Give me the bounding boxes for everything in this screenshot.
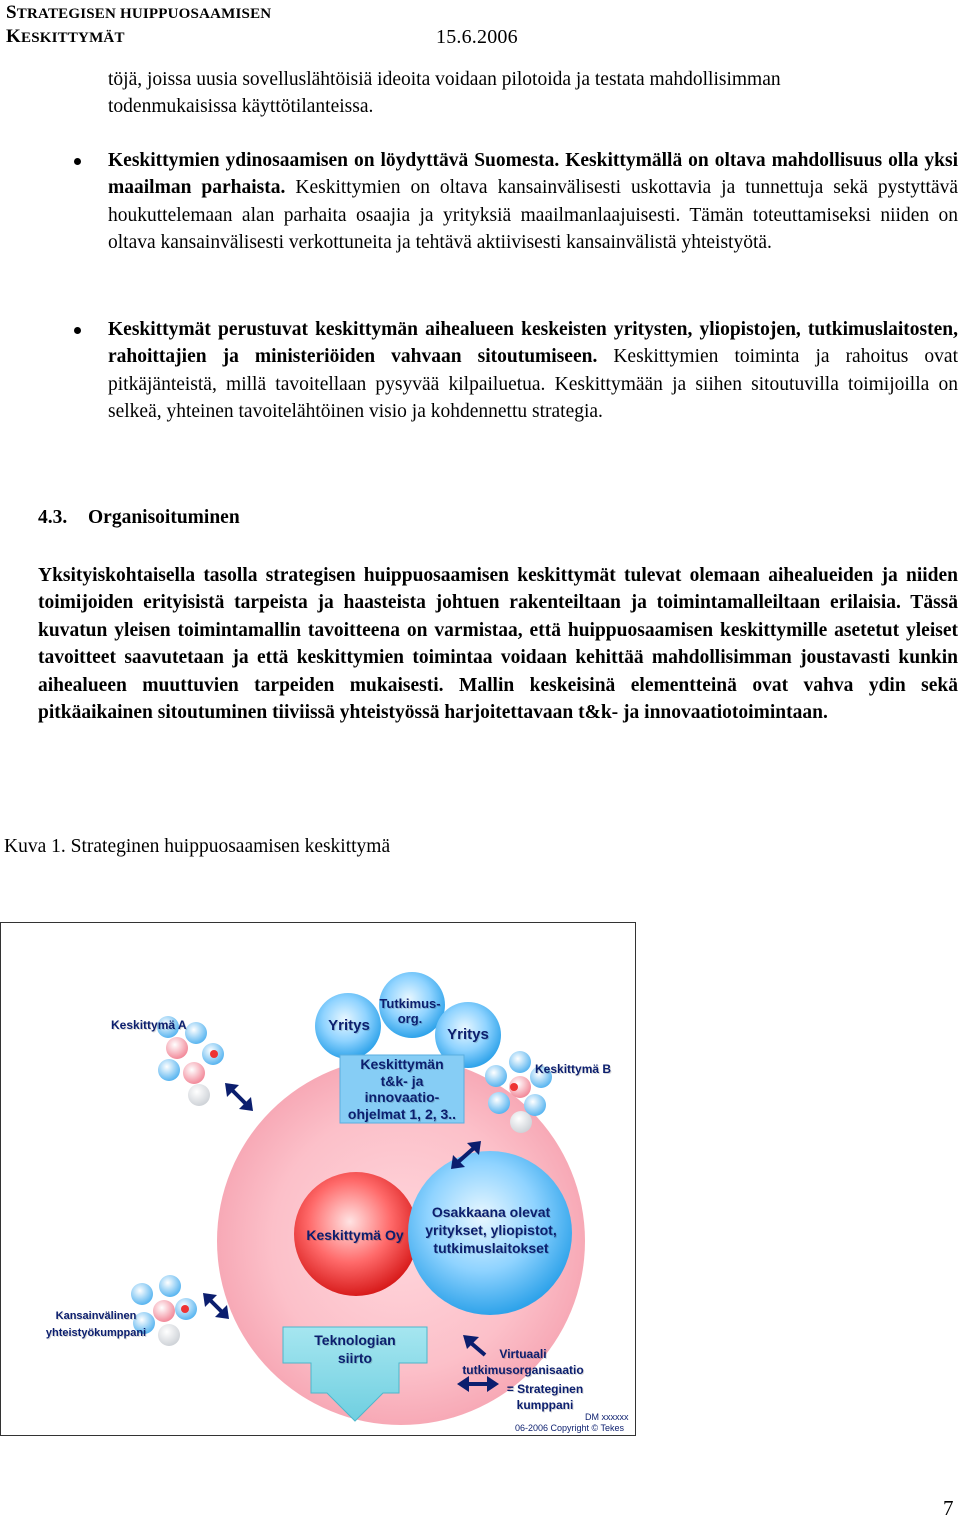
body-paragraph: Yksityiskohtaisella tasolla strategisen huippuosaamisen keskittymät tulevat olemaan aihealueiden ja niiden toimijoiden erityisistä tarpeista ja haasteista johtuen rakenteiltaan ja toimintamalleiltaan erilaisia. Tässä kuvatun yleisen toimintamallin tavoitteena on varmistaa, että huippuosaamisen keskittymille asetetut yleiset tavoitteet saavutetaan ja että keskittymien toimintaa voidaan kehittää mahdollisimman joustavasti kunkin aihealueen muuttuvien tarpeiden mukaisesti. Mallin keskeisinä elementteinä ovat vahva ydin sekä pitkäaikainen sitoutuminen tiiviissä yhteistyössä harjoitettavaan t&k- ja innovaatiotoimintaan. bbox=[38, 565, 958, 724]
label-ohjelmat: Keskittymän t&k- ja innovaatio- ohjelmat 1, 2, 3.. bbox=[347, 1056, 457, 1122]
double-arrow-left bbox=[225, 1083, 253, 1111]
running-header-date: 15.6.2006 bbox=[436, 26, 518, 48]
figure-caption: Kuva 1. Strateginen huippuosaamisen keskittymä bbox=[4, 836, 391, 857]
intro-line-1: töjä, joissa uusia sovelluslähtöisiä ideoita voidaan pilotoida ja testata mahdollisimman bbox=[108, 69, 781, 90]
running-header-title-line2: KESKITTYMÄT bbox=[6, 26, 125, 47]
label-keskittyma-oy: Keskittymä Oy bbox=[306, 1227, 404, 1243]
running-header-title-line1: STRATEGISEN HUIPPUOSAAMISEN bbox=[6, 2, 272, 23]
label-virtuaali: Virtuaali tutkimusorganisaatio bbox=[462, 1347, 584, 1377]
label-yritys-right: Yritys bbox=[447, 1026, 489, 1043]
page-number: 7 bbox=[943, 1496, 954, 1520]
label-dm: DM xxxxxx bbox=[585, 1412, 629, 1422]
bullet-dot-1 bbox=[74, 158, 81, 165]
section-number: 4.3. bbox=[38, 507, 68, 528]
label-kansainvalinen: Kansainvälinen yhteistyökumppani bbox=[45, 1310, 147, 1339]
bullet-paragraph-2: Keskittymät perustuvat keskittymän aihealueen keskeisten yritysten, yliopistojen, tutkimuslaitosten, rahoittajien ja ministeriöiden vahvaan sitoutumiseen. Keskittymien toiminta ja rahoitus ovat pitkäjänteistä, millä tavoitellaan pysyvää kilpailuetua. Keskittymään ja siihen sitoutuvilla toimijoilla on selkeä, yhteinen tavoitelähtöinen visio ja kohdennettu strategia. bbox=[108, 319, 958, 423]
bullet-paragraph-1: Keskittymien ydinosaamisen on löydyttävä Suomesta. Keskittymällä on oltava mahdollisuus olla yksi maailman parhaista. Keskittymien on oltava kansainvälisesti uskottavia ja tunnettuja sekä pystyttävä houkuttelemaan alan parhaita osaajia ja yrityksiä maailmanlaajuisesti. Tämän toteuttamiseksi niiden on oltava kansainvälisesti verkottuneita ja tehtävä aktiivisesti kansainvälistä yhteistyötä. bbox=[108, 150, 959, 254]
double-arrow-international bbox=[203, 1293, 229, 1319]
organisation-diagram bbox=[0, 922, 636, 1436]
section-title: Organisoituminen bbox=[88, 507, 240, 528]
label-teknologian-siirto: Teknologian siirto bbox=[314, 1332, 396, 1366]
intro-line-2: todenmukaisissa käyttötilanteissa. bbox=[108, 96, 374, 117]
label-strateginen: = Strateginen kumppani bbox=[506, 1382, 584, 1412]
label-keskittyma-b: Keskittymä B bbox=[535, 1062, 612, 1076]
label-copyright: 06-2006 Copyright © Tekes bbox=[515, 1423, 625, 1433]
label-tutkimus: Tutkimus- org. bbox=[379, 996, 441, 1026]
label-keskittyma-a: Keskittymä A bbox=[111, 1018, 187, 1032]
label-osakkaat: Osakkaana olevat yritykset, yliopistot, tutkimuslaitokset bbox=[425, 1204, 557, 1256]
label-yritys-left: Yritys bbox=[328, 1017, 370, 1034]
bullet-dot-2 bbox=[74, 327, 81, 334]
